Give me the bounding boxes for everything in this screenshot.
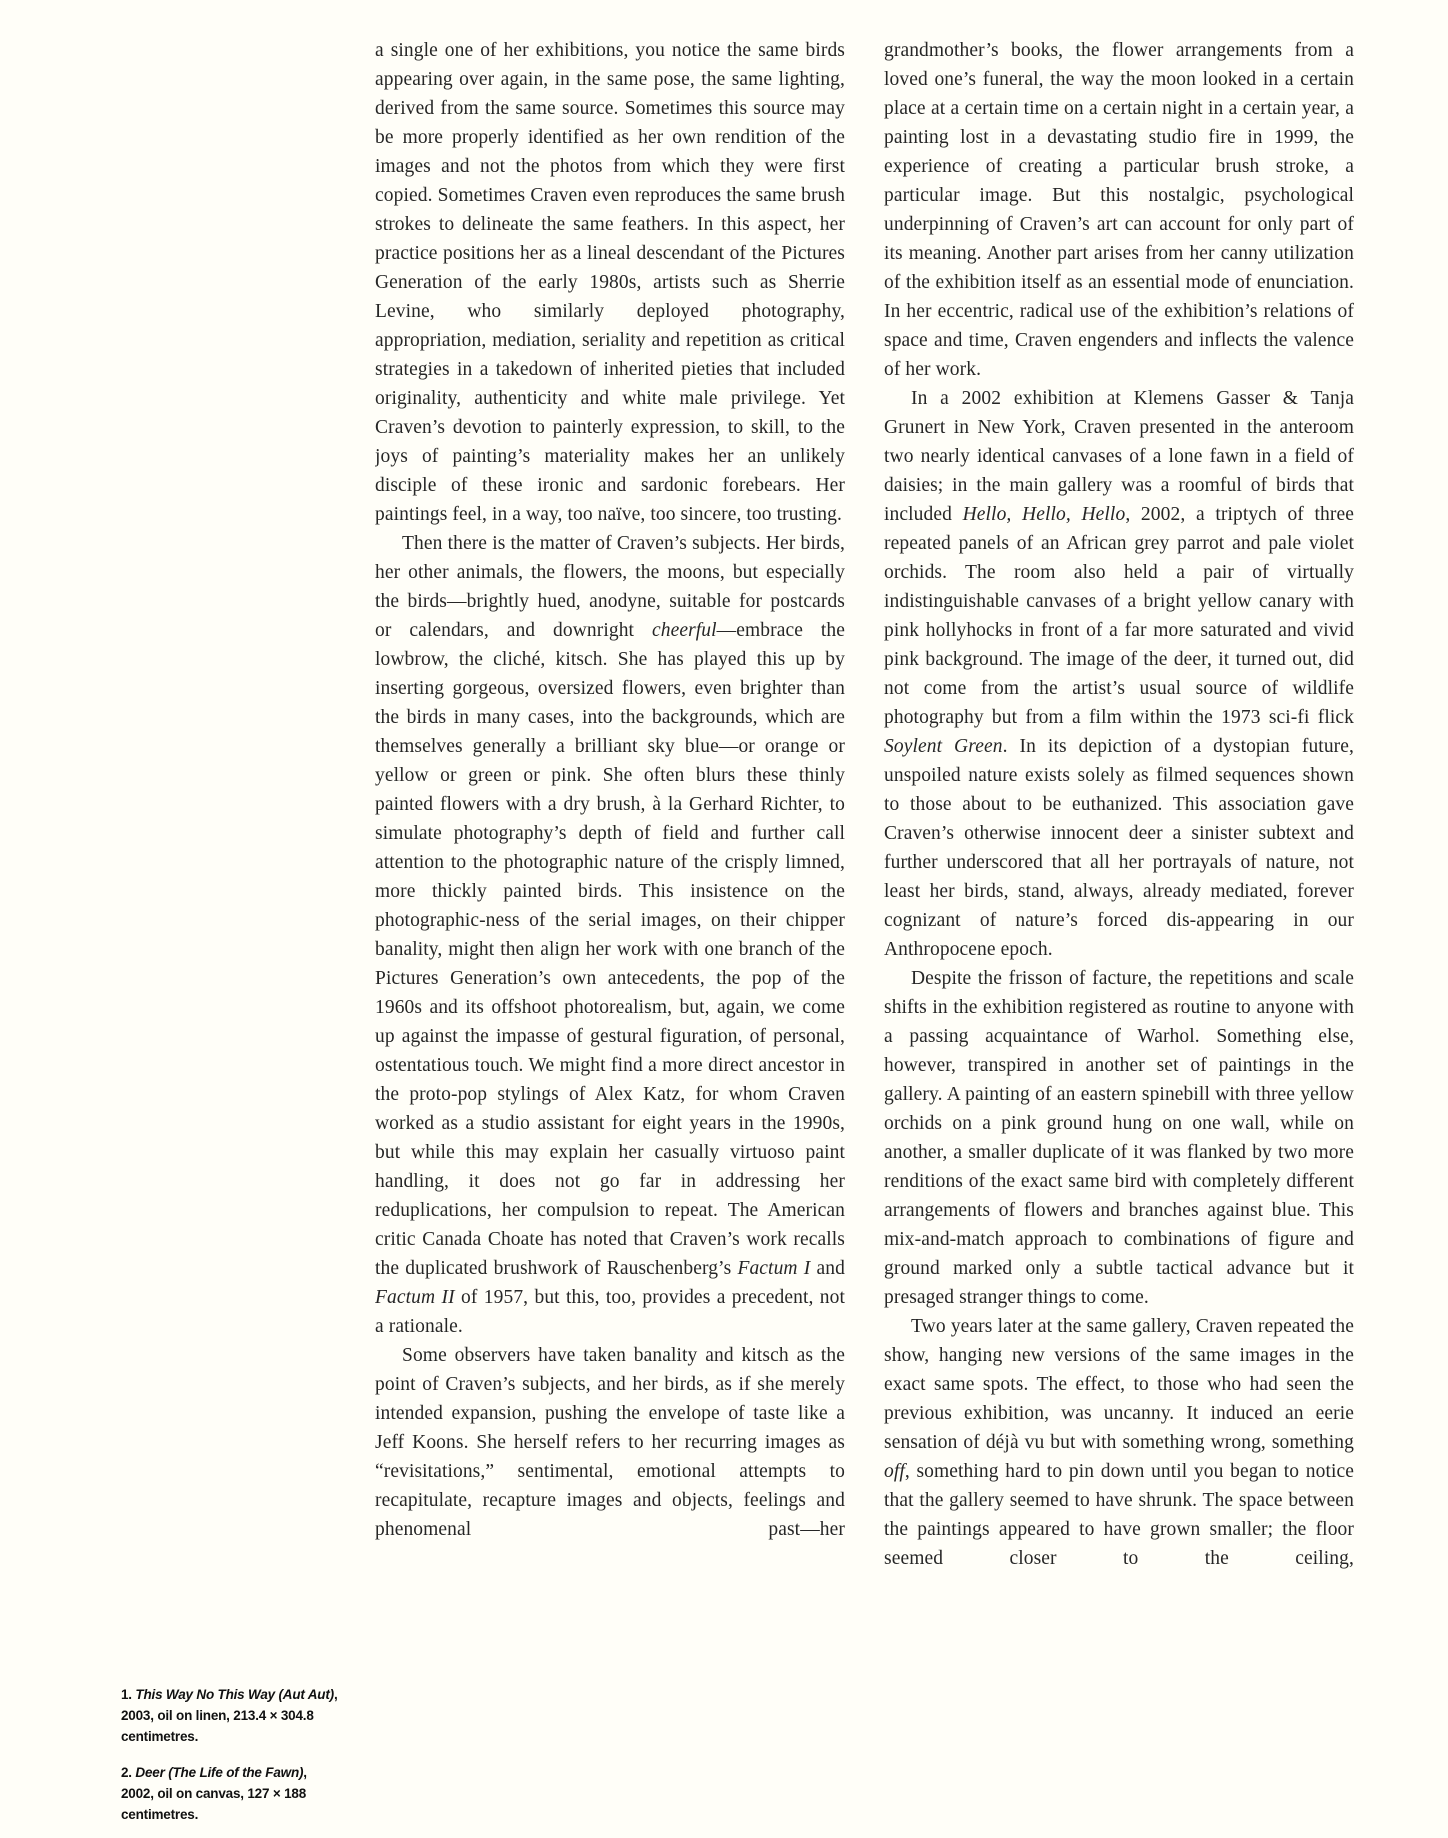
- text-run: 2.: [121, 1765, 136, 1780]
- italic-text-run: Deer (The Life of the Fawn): [135, 1765, 304, 1780]
- footnote: [121, 1684, 339, 1747]
- text-run: a single one of her exhibitions, you notice the same birds appearing over again, in the same pose, the same lighting, derived from the same source. Sometimes this source may be more properly identified as her own rendition of the images and not the photos from which they were first copied. Sometimes Craven even reproduces the same brush strokes to delineate the same feathers. In this aspect, her practice positions her as a lineal descendant of the Pictures Generation of the early 1980s, artists such as Sherrie Levine, who similarly deployed photography, appropriation, mediation, seriality and repetition as critical strategies in a takedown of inherited pieties that included originality, authenticity and white male privilege. Yet Craven’s devotion to painterly expression, to skill, to the joys of painting’s materiality makes her an unlikely disciple of these ironic and sardonic forebears. Her paintings feel, in a way, too naïve, too sincere, too trusting.: [375, 40, 845, 525]
- text-run: Some observers have taken banality and kitsch as the point of Craven’s subjects, and her birds, as if she merely intended expansion, pushing the envelope of taste like a Jeff Koons. She herself refers to her recurring images as “revisitations,” sentimental, emotional attempts to recapitulate, recapture images and objects, feelings and phenomenal past—her: [375, 1345, 845, 1540]
- italic-text-run: Hello, Hello, Hello: [962, 504, 1126, 525]
- paragraph: [884, 964, 1354, 1312]
- footnote: [121, 1762, 339, 1825]
- paragraph: [375, 36, 845, 529]
- text-run: grandmother’s books, the flower arrangements from a loved one’s funeral, the way the moon looked in a certain place at a certain time on a certain night in a certain year, a painting lost in a devastating studio fire in 1999, the experience of creating a particular brush stroke, a particular image. But this nostalgic, psychological underpinning of Craven’s art can account for only part of its meaning. Another part arises from her canny utilization of the exhibition itself as an essential mode of enunciation. In her eccentric, radical use of the exhibition’s relations of space and time, Craven engenders and inflects the valence of her work.: [884, 40, 1354, 380]
- paragraph: [884, 384, 1354, 964]
- text-run: —embrace the lowbrow, the cliché, kitsch. She has played this up by inserting gorgeous, oversized flowers, even brighter than the birds in many cases, into the backgrounds, which are themselves generally a brilliant sky blue—or orange or yellow or green or pink. She often blurs these thinly painted flowers with a dry brush, à la Gerhard Richter, to simulate photography’s depth of field and further call attention to the photographic nature of the crisply limned, more thickly painted birds. This insistence on the photographic-ness of the serial images, on their chipper banality, might then align her work with one branch of the Pictures Generation’s own antecedents, the pop of the 1960s and its offshoot photorealism, but, again, we come up against the impasse of gestural figuration, of personal, ostentatious touch. We might find a more direct ancestor in the proto-pop stylings of Alex Katz, for whom Craven worked as a studio assistant for eight years in the 1990s, but while this may explain her casually virtuoso paint handling, it does not go far in addressing her reduplications, her compulsion to repeat. The American critic Canada Choate has noted that Craven’s work recalls the duplicated brushwork of Rauschenberg’s: [375, 620, 845, 1279]
- italic-text-run: Factum I: [737, 1258, 811, 1279]
- text-run: and: [810, 1258, 845, 1279]
- text-run: Then there is the matter of Craven’s subjects. Her birds, her other animals, the flowers, the moons, but especially the birds—brightly hued, anodyne, suitable for postcards or calendars, and downright: [375, 533, 845, 641]
- italic-text-run: cheerful: [651, 620, 717, 641]
- italic-text-run: This Way No This Way (Aut Aut): [135, 1687, 334, 1702]
- paragraph: [375, 1341, 845, 1544]
- text-run: Two years later at the same gallery, Craven repeated the show, hanging new versions of the same images in the exact same spots. The effect, to those who had seen the previous exhibition, was uncanny. It induced an eerie sensation of déjà vu but with something wrong, something: [884, 1316, 1354, 1453]
- text-run: , 2003, oil on linen, 213.4 × 304.8 centimetres.: [121, 1687, 338, 1744]
- paragraph: [884, 36, 1354, 384]
- italic-text-run: off: [884, 1461, 905, 1482]
- text-run: , 2002, oil on canvas, 127 × 188 centimetres.: [121, 1765, 307, 1822]
- text-run: Despite the frisson of facture, the repetitions and scale shifts in the exhibition registered as routine to anyone with a passing acquaintance of Warhol. Something else, however, transpired in another set of paintings in the gallery. A painting of an eastern spinebill with three yellow orchids on a pink ground hung on one wall, while on another, a smaller duplicate of it was flanked by two more renditions of the exact same bird with completely different arrangements of flowers and branches against blue. This mix-and-match approach to combinations of figure and ground marked only a subtle tactical advance but it presaged stranger things to come.: [884, 968, 1354, 1308]
- italic-text-run: Soylent Green: [884, 736, 1003, 757]
- text-run: , something hard to pin down until you began to notice that the gallery seemed to have shrunk. The space between the paintings appeared to have grown smaller; the floor seemed closer to the ceiling,: [884, 1461, 1354, 1569]
- italic-text-run: Factum II: [375, 1287, 455, 1308]
- paragraph: [884, 1312, 1354, 1573]
- text-run: In a 2002 exhibition at Klemens Gasser & Tanja Grunert in New York, Craven presented in the anteroom two nearly identical canvases of a lone fawn in a field of daisies; in the main gallery was a roomful of birds that included: [884, 388, 1354, 525]
- text-run: . In its depiction of a dystopian future, unspoiled nature exists solely as filmed sequences shown to those about to be euthanized. This association gave Craven’s otherwise innocent deer a sinister subtext and further underscored that all her portrayals of nature, not least her birds, stand, always, already mediated, forever cognizant of nature’s forced dis-appearing in our Anthropocene epoch.: [884, 736, 1354, 960]
- text-run: 1.: [121, 1687, 136, 1702]
- text-column-right: [884, 36, 1354, 1808]
- paragraph: [375, 529, 845, 1341]
- text-run: , 2002, a triptych of three repeated panels of an African grey parrot and pale violet orchids. The room also held a pair of virtually indistinguishable canvases of a bright yellow canary with pink hollyhocks in front of a far more saturated and vivid pink background. The image of the deer, it turned out, did not come from the artist’s usual source of wildlife photography but from a film within the 1973 sci-fi flick: [884, 504, 1354, 728]
- text-column-left: [375, 36, 845, 1808]
- text-run: of 1957, but this, too, provides a precedent, not a rationale.: [375, 1287, 845, 1337]
- footnotes: [121, 1684, 339, 1838]
